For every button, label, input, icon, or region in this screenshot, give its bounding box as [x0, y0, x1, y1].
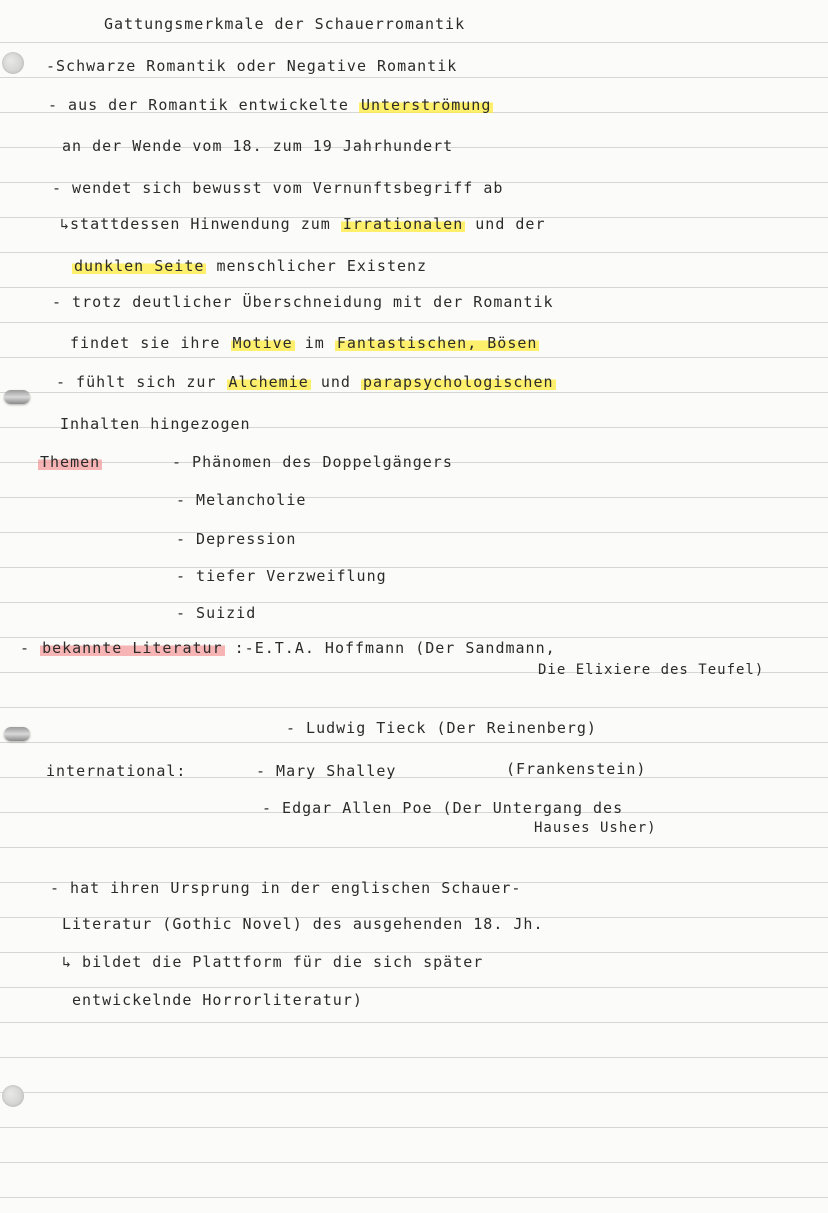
note-line: an der Wende vom 18. zum 19 Jahrhundert: [62, 137, 454, 155]
punch-hole: [2, 1085, 24, 1107]
note-line: [38, 452, 102, 472]
note-line: - aus der Romantik entwickelte Unterströmung: [48, 96, 492, 114]
binder-ring: [4, 727, 30, 741]
highlight-yellow: parapsychologischen: [362, 373, 554, 391]
note-line: entwickelnde Horrorliteratur): [72, 991, 363, 1009]
note-line: findet sie ihre Motive im Fantastischen, Bösen: [70, 334, 538, 352]
highlight-yellow: dunklen Seite: [74, 257, 205, 275]
page-title: Gattungsmerkmale der Schauerromantik: [104, 15, 466, 33]
note-line: - Phänomen des Doppelgängers: [172, 453, 453, 471]
note-line: dunklen Seite menschlicher Existenz: [74, 257, 428, 275]
note-line: (Frankenstein): [506, 760, 647, 778]
note-line: Inhalten hingezogen: [60, 415, 251, 433]
note-line: - Melancholie: [176, 491, 307, 509]
note-line: - Edgar Allen Poe (Der Untergang des: [262, 799, 624, 817]
highlight-yellow: Fantastischen, Bösen: [336, 334, 538, 352]
note-line: Die Elixiere des Teufel): [538, 662, 765, 678]
highlight-pink: Themen: [40, 453, 101, 471]
note-line: international:: [46, 762, 187, 780]
highlight-pink: bekannte Literatur: [42, 639, 223, 657]
note-line: - Ludwig Tieck (Der Reinenberg): [286, 719, 597, 737]
note-line: - tiefer Verzweiflung: [176, 567, 387, 585]
note-line: - bekannte Literatur :-E.T.A. Hoffmann (Der Sandmann,: [20, 639, 556, 657]
note-line: - wendet sich bewusst vom Vernunftsbegriff ab: [52, 179, 504, 197]
highlight-yellow: Unterströmung: [360, 96, 492, 114]
note-line: - trotz deutlicher Überschneidung mit der Romantik: [52, 293, 554, 311]
punch-hole: [2, 52, 24, 74]
note-line: - Mary Shalley: [256, 762, 397, 780]
note-line: Hauses Usher): [534, 820, 657, 836]
note-line: Literatur (Gothic Novel) des ausgehenden 18. Jh.: [62, 915, 544, 933]
binder-ring: [4, 390, 30, 404]
highlight-yellow: Motive: [232, 334, 293, 352]
note-line: - hat ihren Ursprung in der englischen Schauer-: [50, 879, 522, 897]
note-line: ↳ bildet die Plattform für die sich später: [62, 953, 484, 971]
note-line: - fühlt sich zur Alchemie und parapsychologischen: [56, 373, 554, 391]
note-line: - Suizid: [176, 604, 257, 622]
note-line: ↳stattdessen Hinwendung zum Irrationalen und der: [60, 215, 546, 233]
highlight-yellow: Irrationalen: [342, 215, 464, 233]
note-line: -Schwarze Romantik oder Negative Romantik: [46, 57, 458, 75]
note-line: - Depression: [176, 530, 297, 548]
highlight-yellow: Alchemie: [228, 373, 309, 391]
